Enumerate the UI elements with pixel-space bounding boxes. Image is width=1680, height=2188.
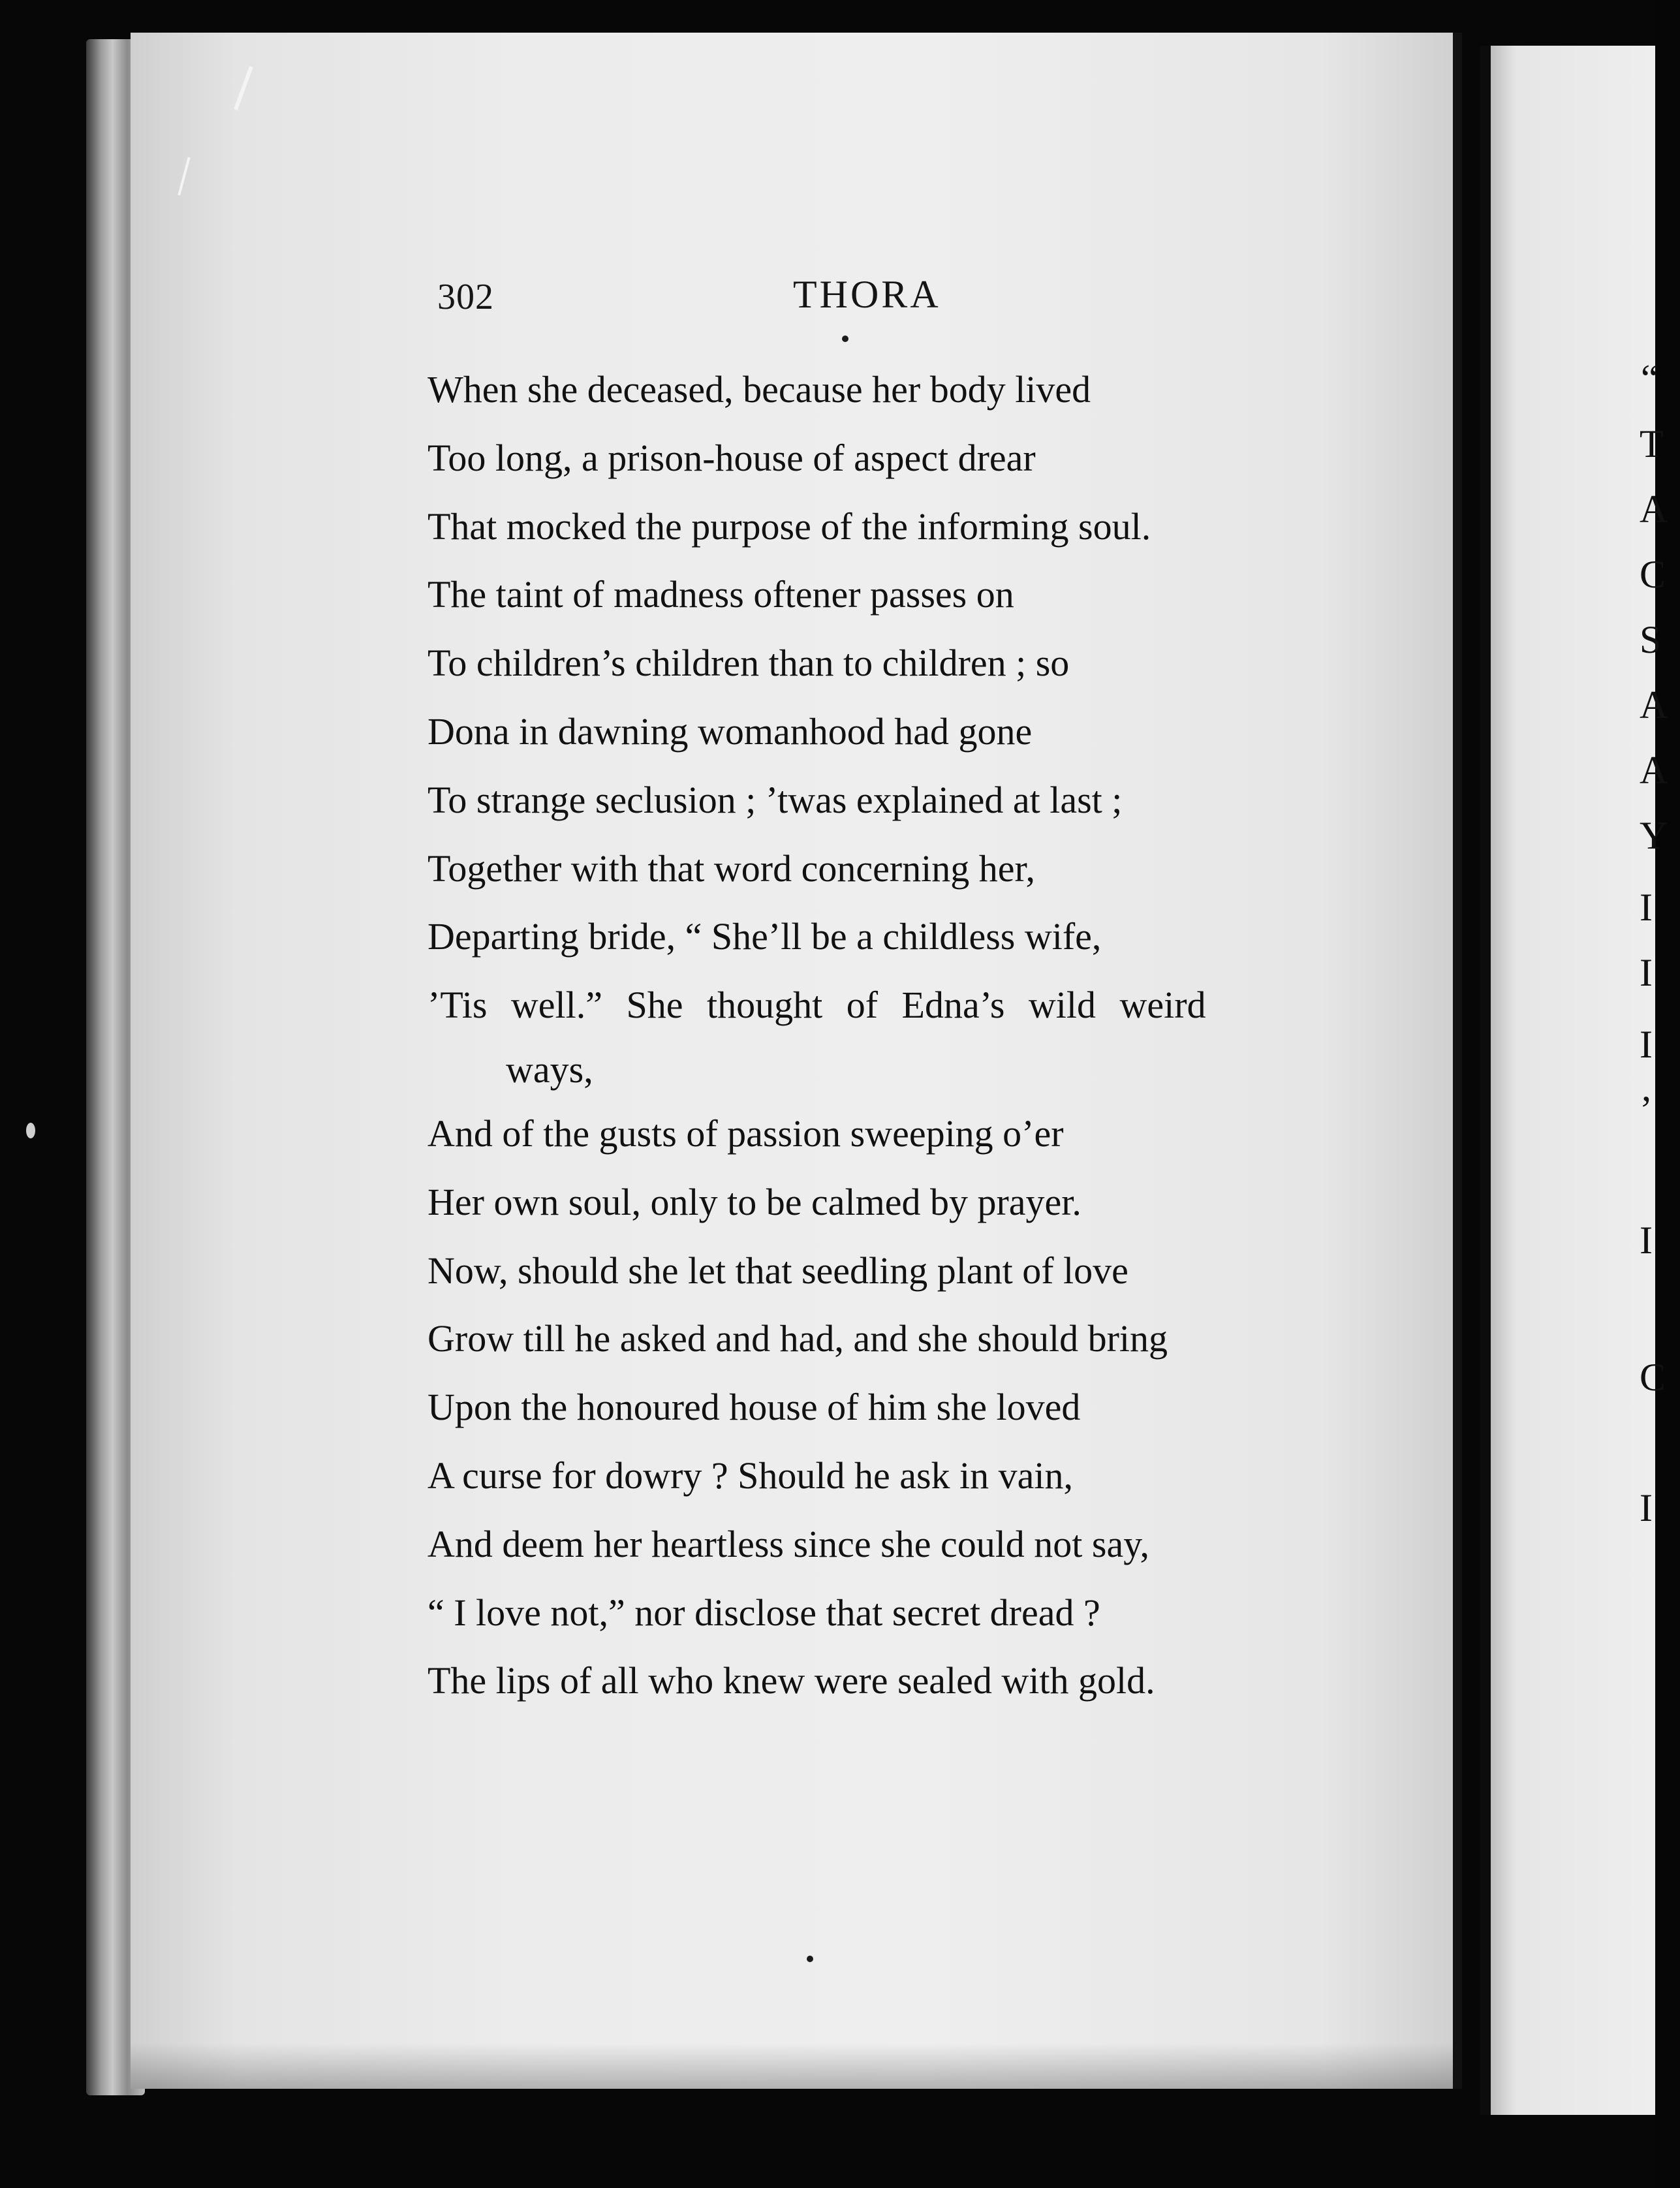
facing-page-glyph: C <box>1640 1356 1666 1399</box>
verse-line-turnover: ways, <box>506 1048 593 1091</box>
verse-line: ’Tis well.” She thought of Edna’s wild weird <box>428 984 1206 1027</box>
verse-line: Too long, a prison-house of aspect drear <box>428 436 1036 479</box>
verse-line: Together with that word concerning her, <box>428 847 1035 890</box>
facing-page-glyph: I <box>1640 951 1653 994</box>
verse-line: Now, should she let that seedling plant of love <box>428 1249 1128 1292</box>
facing-page-glyph: I <box>1640 1219 1653 1262</box>
verse-line: When she deceased, because her body lived <box>428 368 1091 411</box>
facing-page-glyph: I <box>1640 886 1653 929</box>
facing-page-glyph: T <box>1640 422 1664 465</box>
facing-page-glyph: A <box>1640 488 1668 531</box>
scan-speck <box>26 1123 35 1138</box>
facing-page-glyph: A <box>1640 683 1668 727</box>
verse-line: And deem her heartless since she could not say, <box>428 1522 1149 1565</box>
verse-line: A curse for dowry ? Should he ask in vain, <box>428 1454 1074 1497</box>
verse-line: And of the gusts of passion sweeping o’er <box>428 1112 1064 1155</box>
running-title: THORA <box>793 273 941 316</box>
verse-line: Grow till he asked and had, and she should bring <box>428 1317 1168 1360</box>
facing-page-glyph: Y <box>1640 814 1668 857</box>
verse-line: To strange seclusion ; ’twas explained at last ; <box>428 778 1123 821</box>
running-header <box>437 264 1286 323</box>
scan-speck <box>842 336 848 342</box>
verse-line: The lips of all who knew were sealed with gold. <box>428 1659 1155 1702</box>
facing-page-glyph: “ <box>1641 357 1658 400</box>
scan-speck <box>807 1956 813 1962</box>
facing-page-glyph: S <box>1640 618 1662 661</box>
verse-line: “ I love not,” nor disclose that secret dread ? <box>428 1591 1100 1634</box>
facing-page-glyph: A <box>1640 749 1668 792</box>
verse-line: Her own soul, only to be calmed by prayer. <box>428 1180 1081 1223</box>
facing-page-glyph: I <box>1640 1023 1653 1066</box>
verse-line: That mocked the purpose of the informing soul. <box>428 505 1151 548</box>
facing-page-edge <box>1480 46 1668 2115</box>
verse-line: The taint of madness oftener passes on <box>428 573 1014 616</box>
verse-line: Dona in dawning womanhood had gone <box>428 710 1033 753</box>
verse-line: Upon the honoured house of him she loved <box>428 1386 1081 1429</box>
facing-page-glyph: I <box>1640 1486 1653 1529</box>
verse-line: Departing bride, “ She’ll be a childless wife, <box>428 915 1102 958</box>
verse-line: To children’s children than to children ; so <box>428 642 1070 685</box>
facing-page-glyph: C <box>1640 553 1666 596</box>
facing-page-glyph: ’ <box>1640 1088 1653 1131</box>
verse-block <box>428 356 1341 1715</box>
page-number: 302 <box>437 277 494 317</box>
